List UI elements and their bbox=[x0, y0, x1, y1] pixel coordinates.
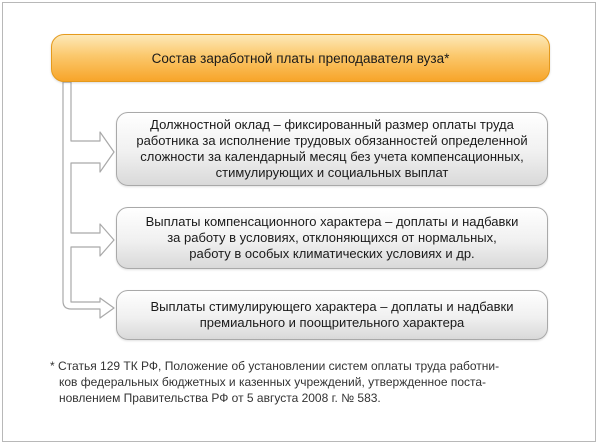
item-line: работника за исполнение трудовых обязанностей определенной bbox=[136, 133, 528, 148]
item-line: Должностной оклад – фиксированный размер оплаты труда bbox=[150, 117, 514, 132]
item-box-salary bbox=[116, 112, 548, 186]
connector-branches bbox=[63, 82, 114, 318]
item-text bbox=[136, 117, 527, 181]
item-text bbox=[151, 299, 514, 331]
footnote-line: новлением Правительства РФ от 5 августа 2008 г. № 583. bbox=[59, 391, 381, 405]
footnote-line: * Статья 129 ТК РФ, Положение об установлении систем оплаты труда работни- bbox=[50, 359, 500, 373]
item-line: за работу в условиях, отклоняющихся от нормальных, bbox=[167, 230, 497, 245]
item-box-incentive bbox=[116, 290, 548, 340]
item-text bbox=[146, 214, 519, 262]
item-line: работу в особых климатических условиях и др. bbox=[189, 246, 475, 261]
item-line: премиального и поощрительного характера bbox=[199, 315, 465, 330]
item-box-compensation bbox=[116, 207, 548, 269]
item-line: сложности за календарный месяц без учета компенсационных, bbox=[140, 149, 524, 164]
item-line: Выплаты стимулирующего характера – доплаты и надбавки bbox=[150, 299, 514, 314]
item-line: стимулирующих и социальных выплат bbox=[215, 165, 449, 180]
header-box bbox=[51, 34, 550, 82]
item-line: Выплаты компенсационного характера – доплаты и надбавки bbox=[145, 214, 519, 229]
footnote-line: ков федеральных бюджетных и казенных учреждений, утвержденное поста- bbox=[59, 375, 487, 389]
footnote bbox=[50, 358, 560, 406]
header-title: Состав заработной платы преподавателя вуза* bbox=[151, 50, 450, 66]
